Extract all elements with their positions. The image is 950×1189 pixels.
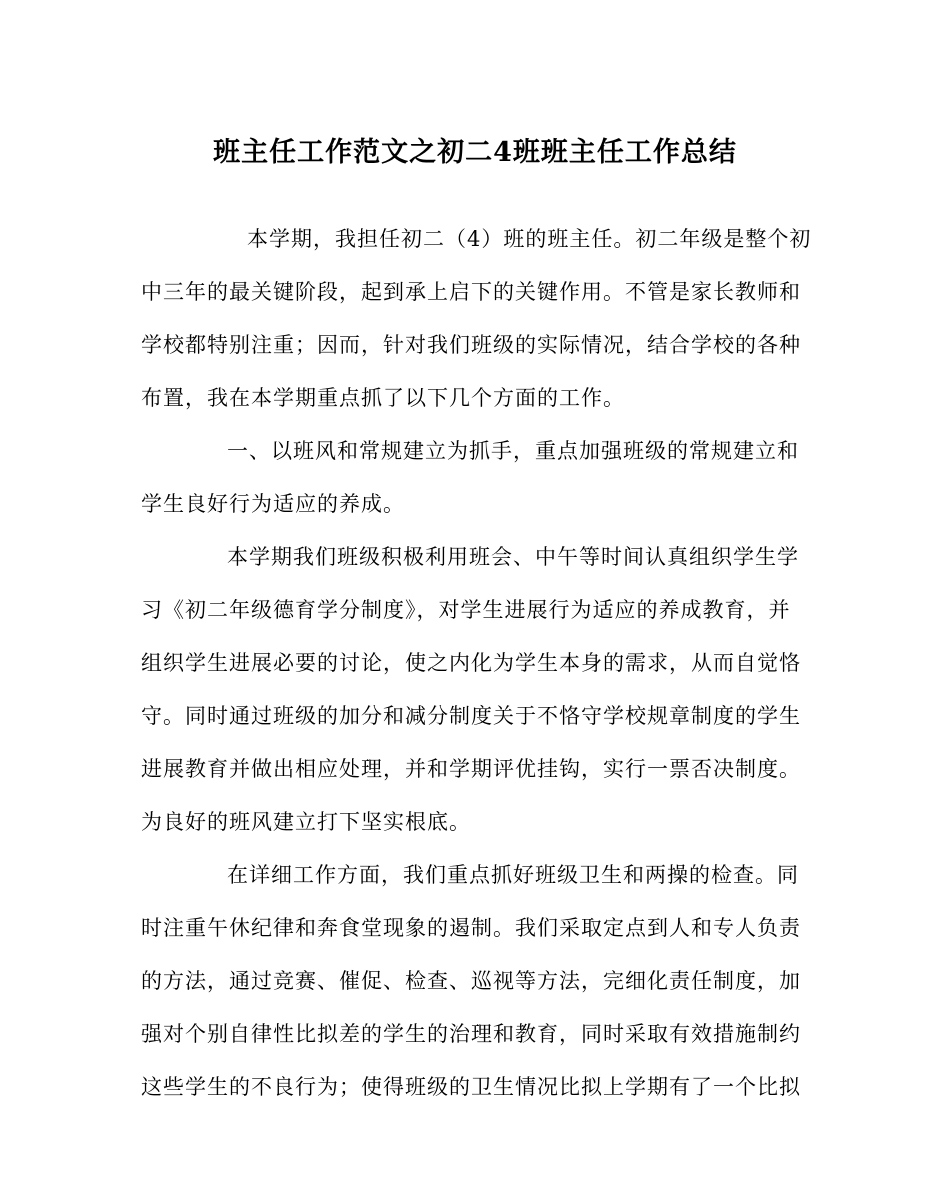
- paragraph-line: 习《初二年级德育学分制度》，对学生进展行为适应的养成教育，并: [141, 598, 791, 622]
- paragraph-line: 进展教育并做出相应处理，并和学期评优挂钩，实行一票否决制度。: [141, 757, 801, 781]
- document-body: [141, 213, 811, 1114]
- paragraph-line: 中三年的最关键阶段，起到承上启下的关键作用。不管是家长教师和: [141, 280, 801, 304]
- paragraph-line: 这些学生的不良行为；使得班级的卫生情况比拟上学期有了一个比拟: [141, 1075, 801, 1099]
- paragraph-line: 本学期我们班级积极利用班会、中午等时间认真组织学生学: [227, 545, 799, 569]
- paragraph-line: 时注重午休纪律和奔食堂现象的遏制。我们采取定点到人和专人负责: [141, 916, 801, 940]
- section-heading-line: 学生良好行为适应的养成。: [141, 492, 405, 516]
- document-title: 班主任工作范文之初二4班班主任工作总结: [213, 137, 737, 168]
- paragraph-line: 组织学生进展必要的讨论，使之内化为学生本身的需求，从而自觉恪: [141, 651, 801, 675]
- paragraph-line: 的方法，通过竞赛、催促、检查、巡视等方法，完细化责任制度，加: [141, 969, 801, 993]
- paragraph-line: 在详细工作方面，我们重点抓好班级卫生和两操的检查。同: [227, 863, 799, 887]
- paragraph-line: 为良好的班风建立打下坚实根底。: [141, 810, 471, 834]
- paragraph-line: 强对个别自律性比拟差的学生的治理和教育，同时采取有效措施制约: [141, 1022, 801, 1046]
- section-heading-line: 一、以班风和常规建立为抓手，重点加强班级的常规建立和: [227, 439, 799, 463]
- paragraph-line: 本学期，我担任初二（4）班的班主任。初二年级是整个初: [247, 227, 812, 251]
- paragraph-line: 学校都特别注重；因而，针对我们班级的实际情况，结合学校的各种: [141, 333, 801, 357]
- paragraph-line: 布置，我在本学期重点抓了以下几个方面的工作。: [141, 386, 625, 410]
- paragraph-line: 守。同时通过班级的加分和减分制度关于不恪守学校规章制度的学生: [141, 704, 801, 728]
